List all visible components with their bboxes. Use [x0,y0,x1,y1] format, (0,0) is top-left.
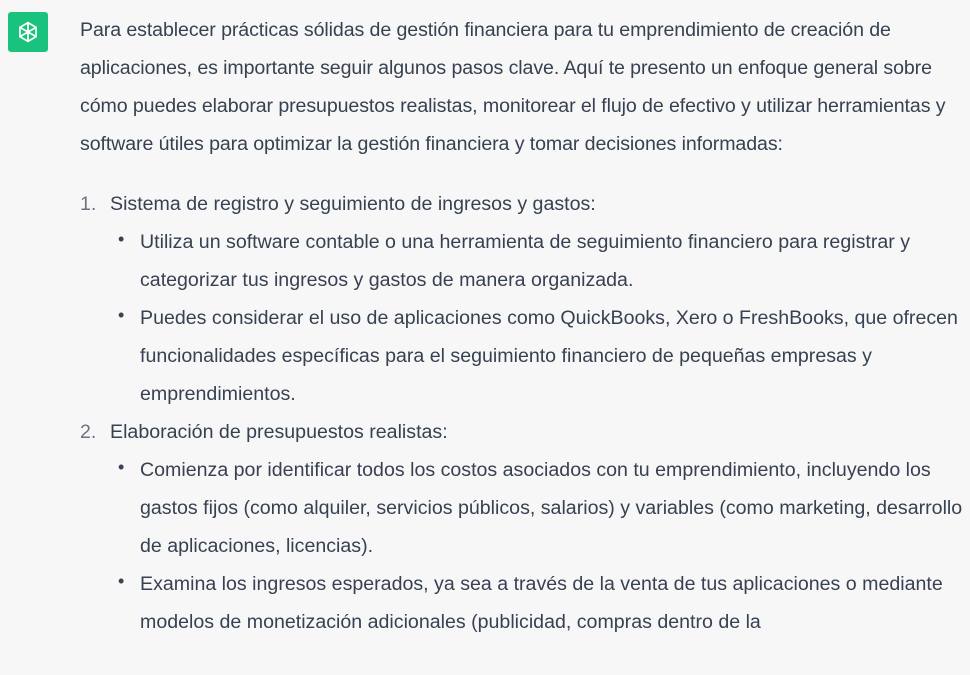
bullet-item [110,565,965,641]
openai-logo-icon [14,18,42,46]
step-bullets [110,223,965,413]
assistant-avatar [8,12,48,52]
step-number: 2. [80,421,97,443]
bullet-text: Comienza por identificar todos los costos asociados con tu emprendimiento, incluyendo los gastos fijos (como alquiler, servicios públicos, salarios) y variables (como marketing, desarrollo de aplicaciones, licencias). [140,459,963,557]
step-item [80,413,965,641]
step-title: Sistema de registro y seguimiento de ingresos y gastos: [110,193,596,215]
step-bullets [110,451,965,641]
assistant-message [80,11,965,641]
steps-list [80,185,965,641]
message-intro: Para establecer prácticas sólidas de gestión financiera para tu emprendimiento de creación de aplicaciones, es importante seguir algunos pasos clave. Aquí te presento un enfoque general sobre cómo puedes elaborar presupuestos realistas, monitorear el flujo de efectivo y utilizar herramientas y software útiles para optimizar la gestión financiera y tomar decisiones informadas: [80,19,946,155]
bullet-item [110,451,965,565]
bullet-item [110,299,965,413]
bullet-dot-icon: • [118,457,125,477]
bullet-dot-icon: • [118,229,125,249]
bullet-dot-icon: • [118,571,125,591]
bullet-text: Examina los ingresos esperados, ya sea a través de la venta de tus aplicaciones o mediante modelos de monetización adicionales (publicidad, compras dentro de la [140,573,943,633]
bullet-item [110,223,965,299]
bullet-text: Puedes considerar el uso de aplicaciones como QuickBooks, Xero o FreshBooks, que ofrecen funcionalidades específicas para el seguimiento financiero de pequeñas empresas y emprendimientos. [140,307,958,405]
bullet-text: Utiliza un software contable o una herramienta de seguimiento financiero para registrar y categorizar tus ingresos y gastos de manera organizada. [140,231,911,291]
step-item [80,185,965,413]
step-title: Elaboración de presupuestos realistas: [110,421,448,443]
step-number: 1. [80,193,97,215]
bullet-dot-icon: • [118,305,125,325]
